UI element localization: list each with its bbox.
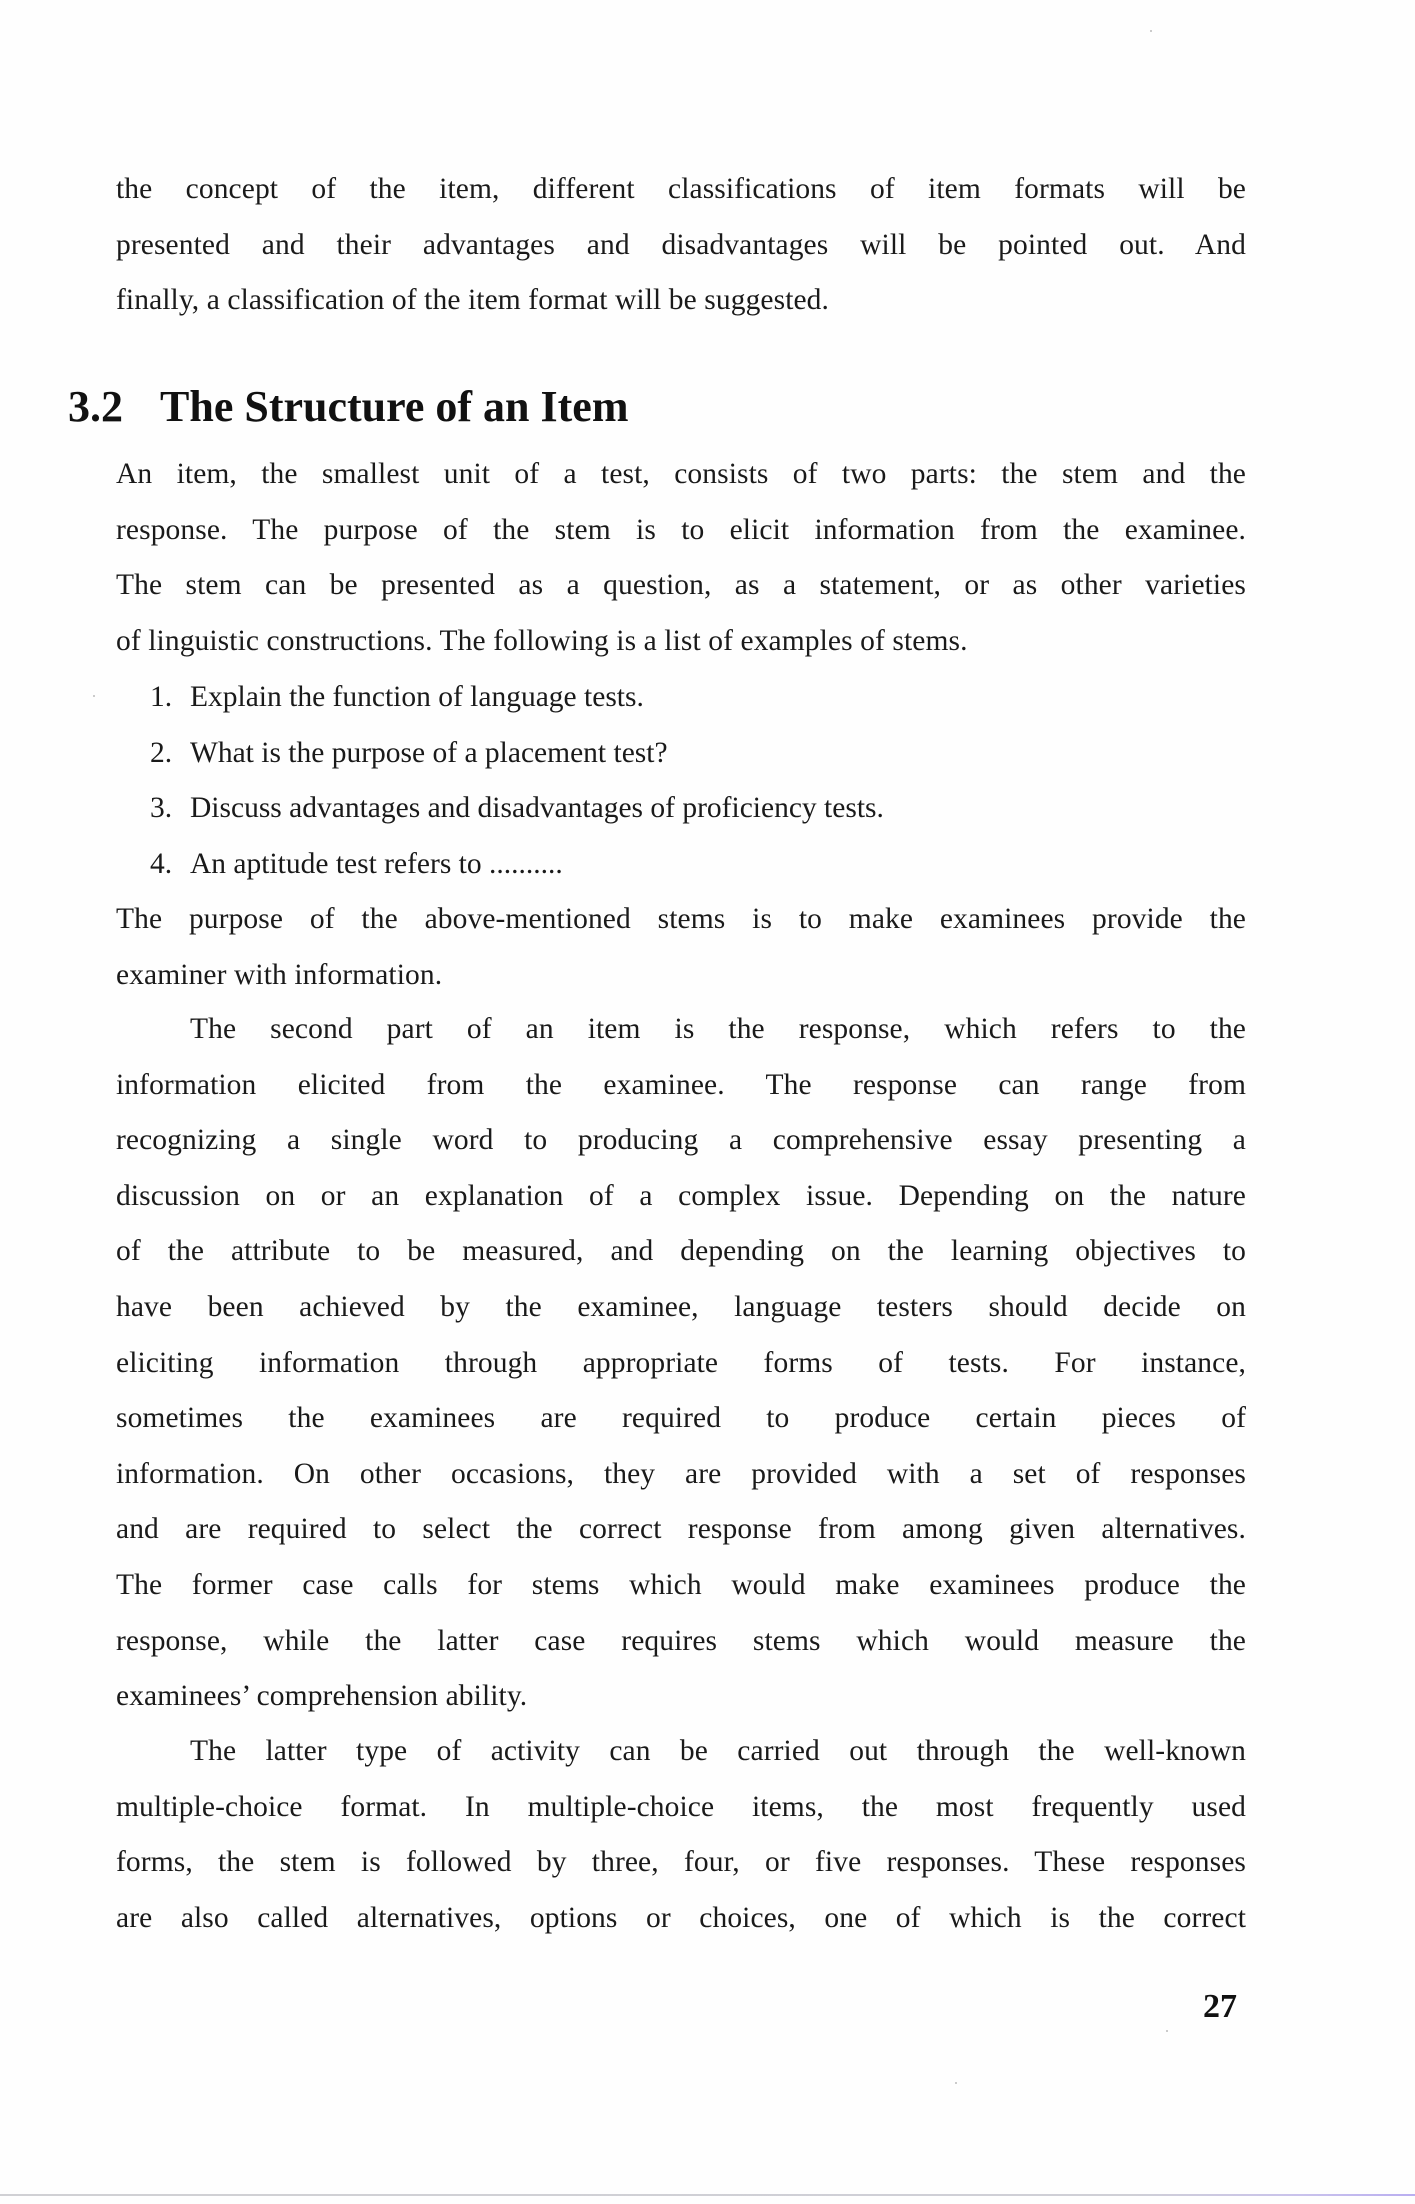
- list-item-text: Explain the function of language tests.: [190, 681, 644, 713]
- list-item-number: 3.: [150, 792, 173, 825]
- page-number: 27: [1203, 1988, 1237, 2025]
- text-line: are also called alternatives, options or choices, one of which is the correct: [116, 1901, 1246, 1934]
- list-item-text: Discuss advantages and disadvantages of proficiency tests.: [190, 792, 884, 825]
- text-line: The second part of an item is the response, which refers to the: [190, 1013, 1246, 1045]
- text-line: of linguistic constructions. The following is a list of examples of stems.: [116, 624, 968, 657]
- text-line: of the attribute to be measured, and depending on the learning objectives to: [116, 1235, 1246, 1268]
- text-line: presented and their advantages and disadvantages will be pointed out. And: [116, 228, 1246, 261]
- text-line: forms, the stem is followed by three, four, or five responses. These responses: [116, 1846, 1246, 1879]
- text-line: finally, a classification of the item format will be suggested.: [116, 284, 830, 317]
- list-item-text: An aptitude test refers to ..........: [190, 847, 563, 880]
- page-bottom-edge: [0, 2194, 1415, 2196]
- paragraph-response: [116, 1002, 1246, 1725]
- text-line: examiner with information.: [116, 958, 443, 991]
- text-line: have been achieved by the examinee, language testers should decide on: [116, 1290, 1246, 1323]
- scan-speck: [955, 2082, 957, 2084]
- text-line: discussion on or an explanation of a complex issue. Depending on the nature: [116, 1179, 1246, 1212]
- scan-speck: [1166, 2030, 1168, 2032]
- text-line: multiple-choice format. In multiple-choice items, the most frequently used: [116, 1790, 1246, 1823]
- text-line: information. On other occasions, they are provided with a set of responses: [116, 1457, 1246, 1490]
- intro-paragraph: [116, 162, 1246, 329]
- text-line: The latter type of activity can be carried out through the well-known: [190, 1735, 1246, 1767]
- list-item-number: 1.: [150, 681, 173, 713]
- list-item: [150, 670, 884, 726]
- section-number: 3.2: [68, 382, 123, 431]
- text-line: The stem can be presented as a question, as a statement, or as other varieties: [116, 569, 1246, 602]
- text-line: eliciting information through appropriate forms of tests. For instance,: [116, 1346, 1246, 1379]
- text-line: information elicited from the examinee. The response can range from: [116, 1068, 1246, 1101]
- list-item: [150, 837, 884, 893]
- paragraph-item-structure: [116, 447, 1246, 669]
- text-line: and are required to select the correct response from among given alternatives.: [116, 1513, 1246, 1546]
- text-line: The former case calls for stems which would make examinees produce the: [116, 1568, 1246, 1601]
- text-line: examinees’ comprehension ability.: [116, 1680, 528, 1713]
- text-line: the concept of the item, different classifications of item formats will be: [116, 173, 1246, 205]
- stem-examples-list: [150, 670, 884, 892]
- list-item: [150, 781, 884, 837]
- list-item-text: What is the purpose of a placement test?: [190, 736, 668, 769]
- text-line: sometimes the examinees are required to produce certain pieces of: [116, 1402, 1246, 1435]
- section-title: The Structure of an Item: [160, 382, 629, 431]
- text-line: The purpose of the above-mentioned stems is to make examinees provide the: [116, 903, 1246, 935]
- paragraph-stem-purpose: [116, 892, 1246, 1003]
- list-item: [150, 726, 884, 782]
- text-line: response, while the latter case requires stems which would measure the: [116, 1624, 1246, 1657]
- text-line: recognizing a single word to producing a comprehensive essay presenting a: [116, 1124, 1246, 1157]
- section-heading: [68, 381, 628, 433]
- text-line: An item, the smallest unit of a test, consists of two parts: the stem and the: [116, 458, 1246, 490]
- paragraph-multiple-choice: [116, 1724, 1246, 1946]
- scan-speck: [93, 695, 95, 697]
- list-item-number: 4.: [150, 847, 173, 880]
- list-item-number: 2.: [150, 736, 173, 769]
- text-line: response. The purpose of the stem is to elicit information from the examinee.: [116, 513, 1246, 546]
- scan-speck: [1150, 30, 1152, 32]
